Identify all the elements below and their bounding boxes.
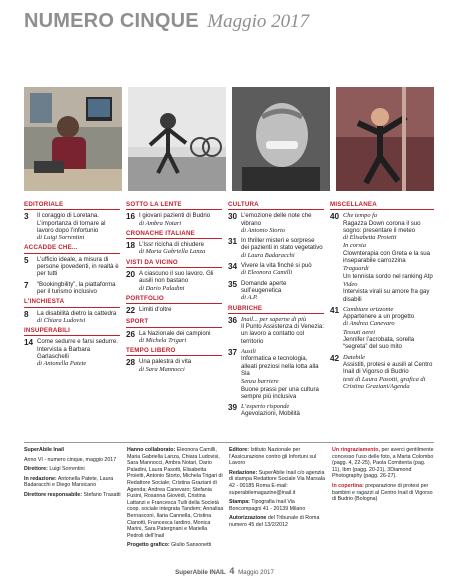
- thanks-label: Un ringraziamento,: [332, 447, 380, 453]
- page-number: 28: [126, 358, 136, 368]
- entry-author: di Laura Badaracchi: [241, 251, 295, 259]
- entry-kicker: Cambiare orizzonte: [343, 305, 394, 313]
- masthead-col-3: [229, 447, 327, 532]
- entry-title: La Nazionale dei campioni: [139, 329, 211, 337]
- thanks-text: per averci gentilmente concesso l’uso delle foto, a Marta Colombo (pagg. 4, 22-25), Paola Comitenta (pag. 11), Ibm (pagg. 20-21), 3Diamond Photography (pagg. 26-27).: [332, 447, 434, 480]
- toc-entry[interactable]: [228, 280, 324, 302]
- page-number: 34: [228, 262, 238, 272]
- issue-date: Maggio 2017: [207, 11, 310, 32]
- toc-entry[interactable]: [126, 241, 222, 256]
- entry-author: di Maria Gabriella Lanza: [139, 248, 206, 256]
- entry-title: Un tennista sordo nel ranking Atp: [343, 272, 433, 280]
- entry-title: Jennifer l’acrobata, sorella “segreta” del suo mito: [343, 336, 415, 351]
- entry-title: Buone prassi per una cultura sempre più inclusiva: [241, 385, 319, 400]
- page-number: 42: [330, 353, 340, 363]
- toc-column-3: [228, 201, 324, 421]
- masthead-col-4: [332, 447, 434, 506]
- entry-title: Intervista virali su amore fra gay disabili: [343, 288, 430, 303]
- entry-author: di Antonella Patete: [37, 360, 87, 368]
- entry-author: di Elisabetta Proietti: [343, 234, 397, 242]
- entry-title: Limiti d’oltre: [139, 306, 172, 314]
- entry-kicker: Tessuti aerei: [343, 328, 376, 336]
- page-number: 31: [228, 237, 238, 247]
- entry-kicker: Video: [343, 280, 358, 288]
- responsible-director-name: Stefano Trasatti: [83, 491, 121, 498]
- toc-entry[interactable]: [228, 348, 324, 400]
- page-number: 37: [228, 348, 238, 358]
- page-number: 35: [228, 279, 238, 289]
- section-sport: SPORT: [126, 318, 222, 327]
- toc-entry[interactable]: [24, 256, 120, 278]
- toc-entry[interactable]: [228, 403, 324, 418]
- entry-kicker: Datebile: [343, 353, 366, 361]
- publisher-name: Istituto Nazionale per l’Assicurazione contro gli Infortuni sul Lavoro: [229, 447, 317, 467]
- toc-entry[interactable]: [228, 262, 324, 277]
- editorial-staff: Antonella Patete, Laura Badaracchi e Diego Marsicano: [24, 475, 114, 489]
- entry-kicker: Traguardi: [343, 265, 369, 273]
- section-editoriale: EDITORIALE: [24, 201, 120, 210]
- entry-author: di Andrea Canevaro: [343, 320, 395, 328]
- newsroom-label: Redazione:: [229, 469, 258, 476]
- entry-kicker: In corsia: [343, 242, 366, 250]
- entry-author: di Michela Trigari: [139, 336, 187, 344]
- issue-header: [24, 10, 434, 32]
- page-folio: [0, 566, 449, 576]
- entry-author: testi di Laura Pasotti, grafica di Cristina Graziani/Agenda: [343, 375, 426, 390]
- entry-title: Il coraggio di Loretana. L’importanza di tornare al lavoro dopo l’infortunio: [37, 212, 106, 234]
- page-number: 30: [228, 212, 238, 222]
- entry-title: Clownterapia con Greta e la sua inseparabile carrozzina: [343, 249, 431, 265]
- photo-office-desk: [24, 87, 122, 191]
- entry-title: “Bookingbility”, la piattaforma per il turismo inclusivo: [37, 280, 116, 295]
- newsroom-address: SuperAbile Inail c/o agenzia di stampa Redattore Sociale Via Marsala 42 - 00185 Roma E-mail: superabilemagazine@inail.it: [229, 469, 325, 496]
- page-number: 14: [24, 338, 34, 348]
- toc-entry[interactable]: [126, 358, 222, 373]
- entry-title: Come sedurre e farsi sedurre. Intervista a Barbara Garlaschelli: [37, 338, 118, 361]
- masthead: [24, 442, 434, 553]
- section-portfolio: PORTFOLIO: [126, 295, 222, 304]
- entry-author: di Eleonora Camilli: [241, 269, 293, 277]
- entry-title: L’ufficio ideale, a misura di persone ipovedenti, in realtà è per tutti: [37, 255, 119, 278]
- section-inchiesta: L’INCHIESTA: [24, 298, 120, 307]
- entry-author: di Luigi Sorrentini: [37, 234, 85, 242]
- folio-magazine: SuperAbile INAIL: [175, 569, 226, 576]
- print-label: Stampa:: [229, 499, 250, 506]
- toc-entry[interactable]: [228, 237, 324, 259]
- entry-title: Una palestra di vita: [139, 358, 192, 366]
- editorial-label: In redazione:: [24, 475, 57, 482]
- section-tempo-libero: TEMPO LIBERO: [126, 347, 222, 356]
- folio-month: Maggio 2017: [238, 569, 274, 576]
- page-number: 18: [126, 241, 136, 251]
- printer-address: Tipografia Inail Via Boncompagni 41 - 20139 Milano: [229, 499, 306, 512]
- responsible-director-label: Direttore responsabile:: [24, 491, 82, 498]
- folio-page-number: 4: [229, 566, 235, 576]
- entry-kicker: L’esperto risponde: [241, 403, 290, 411]
- entry-author: di Ambra Notari: [139, 219, 182, 227]
- page-number: 7: [24, 280, 29, 290]
- entry-kicker: Senza barriere: [241, 378, 279, 386]
- entry-author: di Sara Mannocci: [139, 365, 185, 373]
- entry-kicker: Che tempo fa: [343, 212, 378, 220]
- section-rubriche: RUBRICHE: [228, 305, 324, 314]
- masthead-col-2: [127, 447, 225, 552]
- entry-title: Ragazza Down corona il suo sogno: presentare il meteo: [343, 219, 421, 234]
- entry-title: Assistiti, protesi e ausili al Centro Inail di Vigorso di Budrio: [343, 360, 433, 376]
- entry-title: L’Issr ricicha di chiudere: [139, 241, 205, 249]
- entry-title: L’emozione delle note che vibrano: [241, 212, 312, 227]
- toc-entry[interactable]: [24, 338, 120, 367]
- page-number: 22: [126, 306, 136, 316]
- photo-smiling-man: [232, 87, 330, 191]
- photo-dancer: [336, 87, 434, 191]
- section-insuperabili: INSUPERABILI: [24, 327, 120, 336]
- entry-author: di Chiara Ludovisi: [37, 316, 86, 324]
- masthead-col-1: [24, 447, 122, 502]
- entry-kicker: Ausili: [241, 348, 256, 356]
- entry-kicker: Inail... per saperne di più: [241, 315, 307, 323]
- cover-text: preparazione di protesi per bambini e ragazzi al Centro Inail di Vigorso di Budrio (Bologna): [332, 482, 433, 503]
- photo-athlete-landscape: [128, 87, 226, 191]
- section-visti-da-vicino: VISTI DA VICINO: [126, 259, 222, 268]
- toc-entry[interactable]: [126, 212, 222, 227]
- toc-entry[interactable]: [330, 306, 434, 351]
- authorization-label: Autorizzazione: [229, 515, 267, 522]
- toc-column-1: [24, 201, 120, 371]
- page-number: 8: [24, 309, 29, 319]
- magazine-name: SuperAbile Inail: [24, 447, 65, 453]
- toc-column-4: [330, 201, 434, 393]
- entry-title: Informatica e tecnologia, alleati preziosi nella lotta alla Sla: [241, 355, 319, 377]
- toc-column-2: [126, 201, 222, 376]
- entry-title: I giovani pazienti di Budrio: [139, 212, 211, 220]
- toc-entry[interactable]: [24, 281, 120, 296]
- toc-entry[interactable]: [228, 212, 324, 234]
- entry-title: Agevolazioni, Mobilità: [241, 410, 300, 418]
- director-name: Luigi Sorrentini: [49, 466, 85, 473]
- issue-line: Anno VI - numero cinque, maggio 2017: [24, 456, 117, 463]
- authorization-text: del Tribunale di Roma numero 45 del 13/2/2012: [229, 515, 320, 528]
- entry-title: Il Punto Assistenza di Venezia: un lavoro a contatto col territorio: [241, 323, 324, 345]
- page-number: 36: [228, 315, 238, 325]
- entry-title: In thriller misteri e sorprese dei pazienti in stato vegetativo: [241, 237, 323, 252]
- section-sotto-la-lente: SOTTO LA LENTE: [126, 201, 222, 210]
- cover-label: In copertina:: [332, 482, 364, 489]
- page-number: 26: [126, 329, 136, 339]
- entry-title: Vivere la vita finché si può: [241, 262, 312, 270]
- page-number: 39: [228, 403, 238, 413]
- entry-title: A ciascuno il suo lavoro. Gli ausili non bastano: [139, 270, 214, 285]
- section-miscellanea: MISCELLANEA: [330, 201, 434, 210]
- entry-title: La disabilità dietro la cattedra: [37, 309, 117, 317]
- section-cultura: CULTURA: [228, 201, 324, 210]
- page-number: 3: [24, 212, 29, 222]
- issue-number: NUMERO CINQUE: [24, 10, 199, 32]
- entry-title: Appartenere a un progetto: [343, 313, 415, 321]
- toc-entry[interactable]: [24, 212, 120, 241]
- toc-entry[interactable]: [126, 306, 222, 315]
- section-accadde: ACCADDE CHE...: [24, 244, 120, 253]
- design-label: Progetto grafico:: [127, 542, 170, 549]
- page-number: 5: [24, 255, 29, 265]
- page-number: 20: [126, 270, 136, 280]
- contributors-label: Hanno collaborato:: [127, 447, 176, 453]
- entry-author: di Antonio Storto: [241, 226, 285, 234]
- designer-name: Giulio Sansonetti: [171, 542, 212, 549]
- page-number: 16: [126, 212, 136, 222]
- toc-entry[interactable]: [126, 330, 222, 345]
- toc-entry[interactable]: [126, 270, 222, 292]
- contributors-list: Eleonora Camilli, Maria Gabriella Lanza, Chiara Ludovisi, Sara Mannocci, Ambra Notari, Dario Paladini, Laura Pasotti, Elisabetta Proietti, Antonio Storto, Michela Trigari di Redattore Sociale; Cristina Graziani di Agenda; Andrea Canevaro; Stefania Fusini, Rosanna Giovèdi, Cristina Lattanzi e Francesca Tulli della Società coop. sociale integrata Tandem; Annalisa Bernasconi, Ilaria Cannella, Cristina Cianotti, Francesca Iardino, Monica Marini, Sara Patergnani e Mariella Pedroli dell’Inail: [127, 447, 224, 539]
- entry-author: di A.P.: [241, 294, 258, 302]
- publisher-label: Editore:: [229, 447, 250, 453]
- entry-author: di Dario Paladini: [139, 284, 185, 292]
- photo-strip: [24, 87, 434, 191]
- section-cronache: CRONACHE ITALIANE: [126, 230, 222, 239]
- toc-entry[interactable]: [330, 354, 434, 390]
- entry-title: Domande aperte sull’eugenetica: [241, 279, 287, 294]
- page-number: 41: [330, 305, 340, 315]
- toc-entry[interactable]: [330, 212, 434, 303]
- page-number: 40: [330, 212, 340, 222]
- toc-entry[interactable]: [228, 316, 324, 345]
- director-label: Direttore:: [24, 466, 48, 473]
- toc-entry[interactable]: [24, 310, 120, 325]
